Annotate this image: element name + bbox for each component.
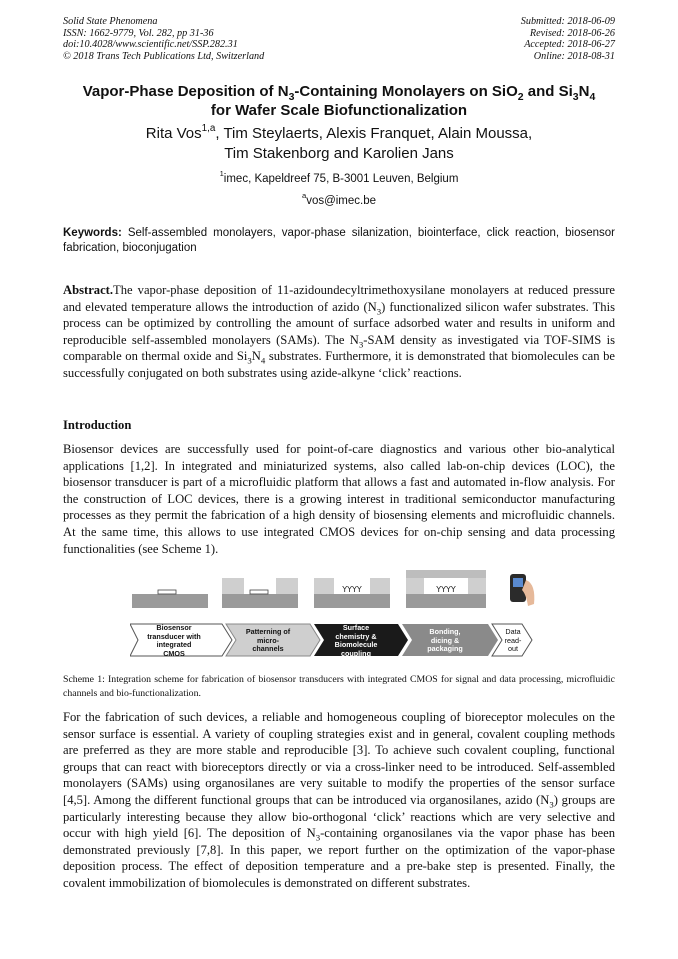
header-right — [521, 16, 615, 62]
abstract: Abstract.The vapor-phase deposition of 11-azidoundecyltrimethoxysilane monolayers at reduced pressure and elevated temperature allows the introduction of azido $(N_3)$ functionalized silicon wafer substrates. This process can be optimized by controlling the amount of surface adsorbed water and results in uniform and reproducible self-assembled monolayers (SAMs). The $N_3$-SAM density as investigated via TOF-SIMS is comparable on thermal oxide and $Si_3N_4$ substrates. Furthermore, it is demonstrated that biomolecules can be successfully conjugated on both substrates using azide-alkyne ‘click’ reactions. — [63, 283, 615, 380]
substrate-2 — [222, 594, 298, 608]
process-illustrations — [130, 568, 550, 624]
title-line-1: Vapor-Phase Deposition of $N_3$-Containing Monolayers on SiO$_2$ and $Si_3N_4$ — [82, 83, 596, 103]
copyright-line: © 2018 Trans Tech Publications Ltd, Switzerland — [63, 50, 265, 62]
title-line-2: for Wafer Scale Biofunctionalization — [210, 102, 468, 119]
scheme-caption: Scheme 1: Integration scheme for fabrication of biosensor transducers with integrated CMOS for signal and data processing, microfluidic channels and bio-functionalization. — [63, 674, 615, 699]
affiliation-email: $^a$vos@imec.be — [301, 191, 377, 207]
introduction-paragraph-1: Biosensor devices are successfully used for point-of-care diagnostics and various other bio-analytical applications [1,2]. In integrated and miniaturized systems, also called lab-on-chip devices (LOC), the biosensor transducer is part of a microfluidic platform that allows a fast and automated in-flow analysis. For the construction of LOC devices, there is a growing interest in traditional semiconductor manufacturing processes as they permit the fabrication of a high density of biosensing elements and microfluidic channels. At the same time, this allows to use integrated CMOS devices for on-chip sensing and data processing functionalities (see Scheme 1). — [63, 442, 615, 556]
channel-wall-left-3 — [314, 578, 334, 594]
scheme-step-4: Bonding, dicing & packaging — [427, 627, 463, 654]
channel-wall-right-4 — [468, 578, 486, 594]
scheme-step-3: Surface chemistry & Biomolecule coupling — [334, 623, 378, 658]
introduction-paragraph-2: For the fabrication of such devices, a reliable and homogeneous coupling of bioreceptor molecules on the sensor surface is essential. A variety of coupling strategies exist and in general, covalent coupling methods are preferred as they are more stable and reproducible [3]. To achieve such covalent coupling, functional groups that can react with bioreceptors directly or via a cross-linker need to be introduced. Self-assembled monolayers (SAMs) using organosilanes are very suitable to modify the properties of the sensor surface [4,5]. Among the different functional groups that can be introduced via organosilanes, azido $(N_3)$ groups are particularly interesting because they allow bio-orthogonal ‘click’ reactions which are very selective and occur with high yield [6]. The deposition of $N_3$-containing organosilanes via the vapor phase has been demonstrated previously [7,8]. In this paper, we report further on the optimization of the vapor-phase deposition process. The effect of deposition temperature and a pre-bake step is presented. Finally, the covalent immobilization of biomolecules is demonstrated on different substrates. — [63, 710, 616, 890]
biomolecules-3: YYYY — [342, 585, 362, 594]
authors-line-2: Tim Stakenborg and Karolien Jans — [224, 145, 454, 162]
author-list — [40, 124, 638, 164]
keywords-text: Self-assembled monolayers, vapor-phase silanization, biointerface, click reaction, biosensor fabrication, bioconjugation — [63, 227, 615, 254]
header-left — [63, 16, 264, 62]
substrate-1 — [132, 594, 208, 608]
sensor-1 — [158, 590, 176, 594]
revised-date: Revised: 2018-06-26 — [529, 27, 615, 39]
doi-line: doi:10.4028/www.scientific.net/SSP.282.31 — [63, 39, 238, 51]
integration-scheme-figure — [130, 568, 550, 660]
issn-line: ISSN: 1662-9779, Vol. 282, pp 31-36 — [63, 27, 214, 39]
channel-wall-right-3 — [370, 578, 390, 594]
scheme-step-2: Patterning of micro-channels — [245, 627, 291, 654]
lid-4 — [406, 570, 486, 578]
journal-header — [63, 16, 615, 64]
authors-line-1: Rita Vos$^{1,a}$, Tim Steylaerts, Alexis Franquet, Alain Moussa, — [145, 123, 533, 142]
channel-wall-right — [276, 578, 298, 594]
keywords-label: Keywords: — [63, 227, 122, 239]
abstract-label: Abstract. — [63, 283, 114, 297]
keywords — [63, 226, 615, 256]
affiliation-address: $^1$imec, Kapeldreef 75, B-3001 Leuven, Belgium — [219, 169, 459, 185]
affiliation — [40, 168, 638, 212]
accepted-date: Accepted: 2018-06-27 — [524, 39, 615, 51]
scheme-step-5: Data read- out — [504, 627, 522, 654]
scheme-step-1: Biosensor transducer with integrated CMOS — [147, 623, 201, 658]
introduction-heading: Introduction — [63, 418, 132, 432]
journal-name: Solid State Phenomena — [63, 16, 158, 27]
biomolecules-4: YYYY — [436, 585, 456, 594]
channel-wall-left — [222, 578, 244, 594]
substrate-4 — [406, 594, 486, 608]
substrate-3 — [314, 594, 390, 608]
submitted-date: Submitted: 2018-06-09 — [520, 16, 615, 27]
online-date: Online: 2018-08-31 — [533, 50, 615, 62]
reader-screen — [513, 578, 523, 587]
sensor-2 — [250, 590, 268, 594]
paper-title — [40, 82, 638, 120]
channel-wall-left-4 — [406, 578, 424, 594]
